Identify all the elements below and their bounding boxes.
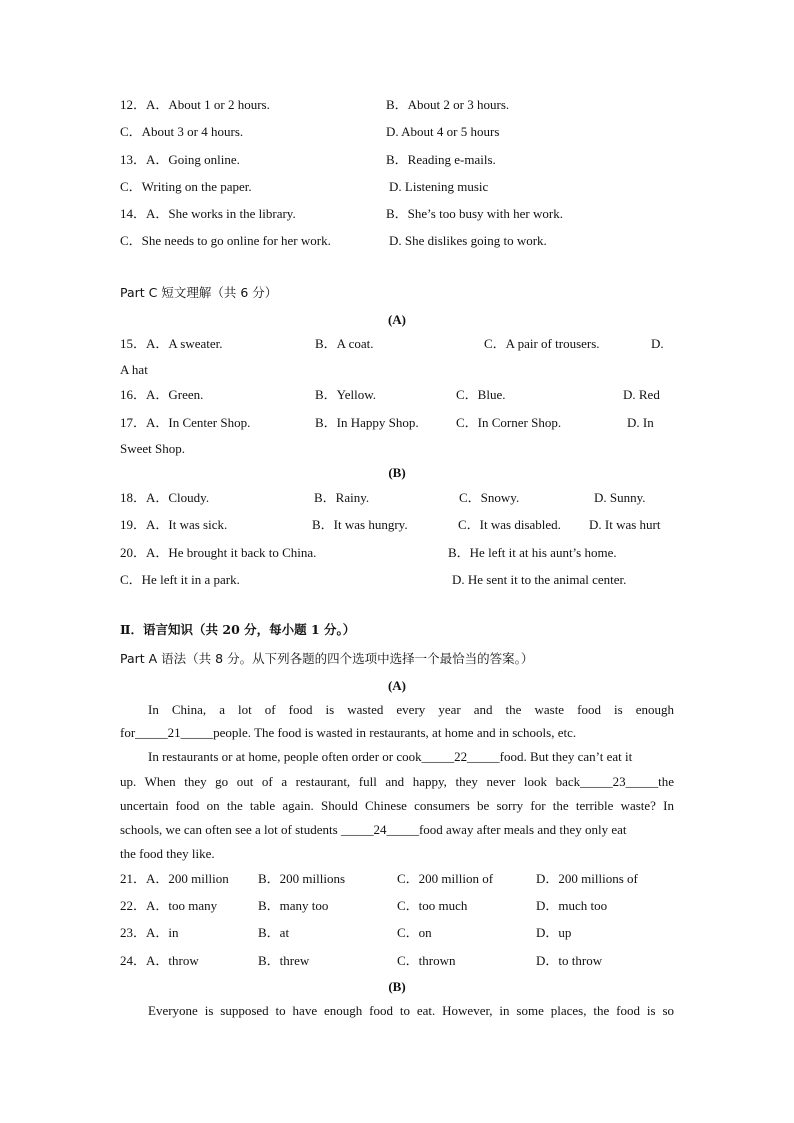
- q22-option-d: D．much too: [536, 898, 608, 913]
- q13-option-a: 13．A．Going online.: [120, 152, 240, 167]
- q23-option-d: D．up: [536, 925, 572, 940]
- q13-option-b: B．Reading e-mails.: [386, 152, 496, 167]
- q24-option-c: C．thrown: [397, 953, 456, 968]
- q13-option-c: C．Writing on the paper.: [120, 179, 252, 194]
- q21-option-c: C．200 million of: [397, 871, 494, 886]
- q21-option-a: 21．A．200 million: [120, 871, 229, 886]
- q14-option-a: 14．A．She works in the library.: [120, 206, 296, 221]
- passage-a-label: (A): [387, 678, 407, 693]
- q17-option-c: C．In Corner Shop.: [456, 415, 562, 430]
- q15-option-a: 15．A．A sweater.: [120, 336, 223, 351]
- q20-option-d: D. He sent it to the animal center.: [452, 572, 627, 587]
- q22-option-c: C．too much: [397, 898, 468, 913]
- q15-option-b: B．A coat.: [315, 336, 374, 351]
- part-a-heading: Part A 语法（共 8 分。从下列各题的四个选项中选择一个最恰当的答案。）: [120, 651, 534, 666]
- passage-a-line-3: In restaurants or at home, people often order or cook_____22_____food. But they can’t eat it: [148, 749, 633, 764]
- passage-a-line-5: uncertain food on the table again. Should Chinese consumers be sorry for the terrible waste? In: [120, 798, 674, 813]
- q12-option-d: D. About 4 or 5 hours: [386, 124, 500, 139]
- q17-option-b: B．In Happy Shop.: [315, 415, 419, 430]
- q18-option-b: B．Rainy.: [314, 490, 370, 505]
- q16-option-a: 16．A．Green.: [120, 387, 204, 402]
- q20-option-a: 20．A．He brought it back to China.: [120, 545, 317, 560]
- q24-option-d: D．to throw: [536, 953, 603, 968]
- part-c-label-a: (A): [387, 312, 407, 327]
- q23-option-b: B．at: [258, 925, 290, 940]
- passage-a-line-6: schools, we can often see a lot of students _____24_____food away after meals and they only eat: [120, 822, 627, 837]
- q20-option-b: B．He left it at his aunt’s home.: [448, 545, 617, 560]
- q21-option-d: D．200 millions of: [536, 871, 638, 886]
- part-c-heading: Part C 短文理解（共 6 分）: [120, 285, 278, 300]
- q15-option-d: D.: [651, 336, 664, 351]
- q23-option-a: 23．A．in: [120, 925, 179, 940]
- passage-b-line-1: Everyone is supposed to have enough food to eat. However, in some places, the food is so: [148, 1003, 674, 1018]
- passage-b-label: (B): [388, 979, 406, 994]
- passage-a-line-7: the food they like.: [120, 846, 215, 861]
- q15-option-d-continued: A hat: [120, 362, 148, 377]
- q19-option-d: D. It was hurt: [589, 517, 661, 532]
- q13-option-d: D. Listening music: [389, 179, 489, 194]
- q23-option-c: C．on: [397, 925, 432, 940]
- q16-option-c: C．Blue.: [456, 387, 506, 402]
- q12-option-c: C．About 3 or 4 hours.: [120, 124, 244, 139]
- q16-option-d: D. Red: [623, 387, 660, 402]
- q14-option-d: D. She dislikes going to work.: [389, 233, 547, 248]
- q22-option-b: B．many too: [258, 898, 329, 913]
- q14-option-b: B．She’s too busy with her work.: [386, 206, 563, 221]
- q19-option-b: B．It was hungry.: [312, 517, 408, 532]
- q12-option-b: B．About 2 or 3 hours.: [386, 97, 510, 112]
- q24-option-b: B．threw: [258, 953, 310, 968]
- q17-option-a: 17．A．In Center Shop.: [120, 415, 251, 430]
- q21-option-b: B．200 millions: [258, 871, 346, 886]
- q19-option-a: 19．A．It was sick.: [120, 517, 228, 532]
- q12-option-a: 12．A．About 1 or 2 hours.: [120, 97, 270, 112]
- q17-option-d-continued: Sweet Shop.: [120, 441, 185, 456]
- passage-a-line-2: for_____21_____people. The food is wasted in restaurants, at home and in schools, etc.: [120, 725, 577, 740]
- q18-option-d: D. Sunny.: [594, 490, 646, 505]
- q17-option-d: D. In: [627, 415, 654, 430]
- q24-option-a: 24．A．throw: [120, 953, 199, 968]
- q18-option-c: C．Snowy.: [459, 490, 520, 505]
- passage-a-line-4: up. When they go out of a restaurant, full and happy, they never look back_____23_____the: [120, 774, 674, 789]
- q14-option-c: C．She needs to go online for her work.: [120, 233, 331, 248]
- q19-option-c: C．It was disabled.: [458, 517, 561, 532]
- q16-option-b: B．Yellow.: [315, 387, 377, 402]
- q20-option-c: C．He left it in a park.: [120, 572, 240, 587]
- part-c-label-b: (B): [388, 465, 406, 480]
- section-2-heading: Ⅱ．语言知识（共 20 分，每小题 1 分。）: [120, 622, 356, 637]
- q15-option-c: C．A pair of trousers.: [484, 336, 600, 351]
- passage-a-line-1: In China, a lot of food is wasted every year and the waste food is enough: [148, 702, 674, 717]
- q22-option-a: 22．A．too many: [120, 898, 218, 913]
- q18-option-a: 18．A．Cloudy.: [120, 490, 210, 505]
